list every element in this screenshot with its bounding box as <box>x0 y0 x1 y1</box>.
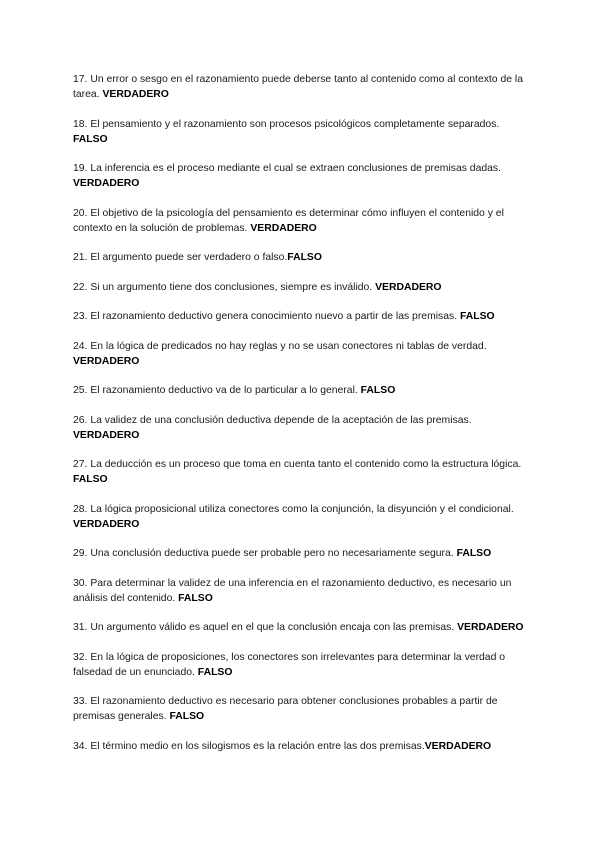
question-item <box>73 650 533 680</box>
answer-label: VERDADERO <box>375 281 442 293</box>
question-item <box>73 694 533 724</box>
question-text: 24. En la lógica de predicados no hay reglas y no se usan conectores ni tablas de verdad. <box>73 340 487 352</box>
question-item <box>73 117 533 147</box>
answer-label: FALSO <box>287 252 322 263</box>
question-item <box>73 383 533 398</box>
answer-label: VERDADERO <box>424 740 492 752</box>
question-item <box>73 280 533 295</box>
question-item <box>73 72 533 102</box>
question-item <box>73 309 533 324</box>
question-text: 32. En la lógica de proposiciones, los conectores son irrelevantes para determinar la verdad o falsedad de un enunciado. <box>73 651 506 678</box>
question-text: 18. El pensamiento y el razonamiento son procesos psicológicos completamente separados. <box>73 118 500 130</box>
question-text: 25. El razonamiento deductivo va de lo particular a lo general. <box>73 385 361 396</box>
question-text: 21. El argumento puede ser verdadero o falso. <box>73 252 288 263</box>
question-item <box>73 502 533 532</box>
question-item <box>73 576 533 606</box>
question-list <box>73 72 533 768</box>
answer-label: FALSO <box>197 666 233 678</box>
question-text: 33. El razonamiento deductivo es necesario para obtener conclusiones probables a partir de premisas generales. <box>73 696 498 722</box>
question-item <box>73 206 533 236</box>
question-item <box>73 250 533 265</box>
question-text: 29. Una conclusión deductiva puede ser probable pero no necesariamente segura. <box>73 548 457 559</box>
question-item <box>73 161 533 191</box>
answer-label: FALSO <box>360 385 396 396</box>
answer-label: VERDADERO <box>102 89 169 100</box>
answer-label: VERDADERO <box>73 178 140 189</box>
question-item <box>73 546 533 561</box>
answer-label: FALSO <box>73 474 108 485</box>
answer-label: FALSO <box>73 133 108 145</box>
answer-label: FALSO <box>169 711 205 722</box>
question-item <box>73 457 533 487</box>
answer-label: FALSO <box>456 548 492 559</box>
question-text: 28. La lógica proposicional utiliza conectores como la conjunción, la disyunción y el condicional. <box>73 503 514 515</box>
question-text: 23. El razonamiento deductivo genera conocimiento nuevo a partir de las premisas. <box>73 311 460 322</box>
answer-label: VERDADERO <box>73 355 140 367</box>
question-text: 26. La validez de una conclusión deductiva depende de la aceptación de las premisas. <box>73 414 472 426</box>
answer-label: VERDADERO <box>73 429 140 441</box>
answer-label: VERDADERO <box>250 222 317 234</box>
answer-label: VERDADERO <box>73 518 140 530</box>
answer-label: VERDADERO <box>457 622 524 633</box>
answer-label: FALSO <box>459 311 495 322</box>
answer-label: FALSO <box>178 592 213 604</box>
question-text: 22. Si un argumento tiene dos conclusiones, siempre es inválido. <box>73 281 376 293</box>
question-item <box>73 339 533 369</box>
question-text: 27. La deducción es un proceso que toma en cuenta tanto el contenido como la estructura lógica. <box>73 459 522 470</box>
question-item <box>73 413 533 443</box>
question-text: 17. Un error o sesgo en el razonamiento puede deberse tanto al contenido como al contexto de la tarea. <box>73 74 523 100</box>
question-item <box>73 739 533 754</box>
question-text: 31. Un argumento válido es aquel en el que la conclusión encaja con las premisas. <box>73 622 458 633</box>
question-text: 30. Para determinar la validez de una inferencia en el razonamiento deductivo, es necesario un análisis del contenido. <box>73 577 512 604</box>
question-text: 34. El término medio en los silogismos es la relación entre las dos premisas. <box>73 740 425 752</box>
question-text: 19. La inferencia es el proceso mediante el cual se extraen conclusiones de premisas dadas. <box>73 163 501 174</box>
question-item <box>73 620 533 635</box>
question-text: 20. El objetivo de la psicología del pensamiento es determinar cómo influyen el contenido y el contexto en la solución de problemas. <box>73 207 504 234</box>
